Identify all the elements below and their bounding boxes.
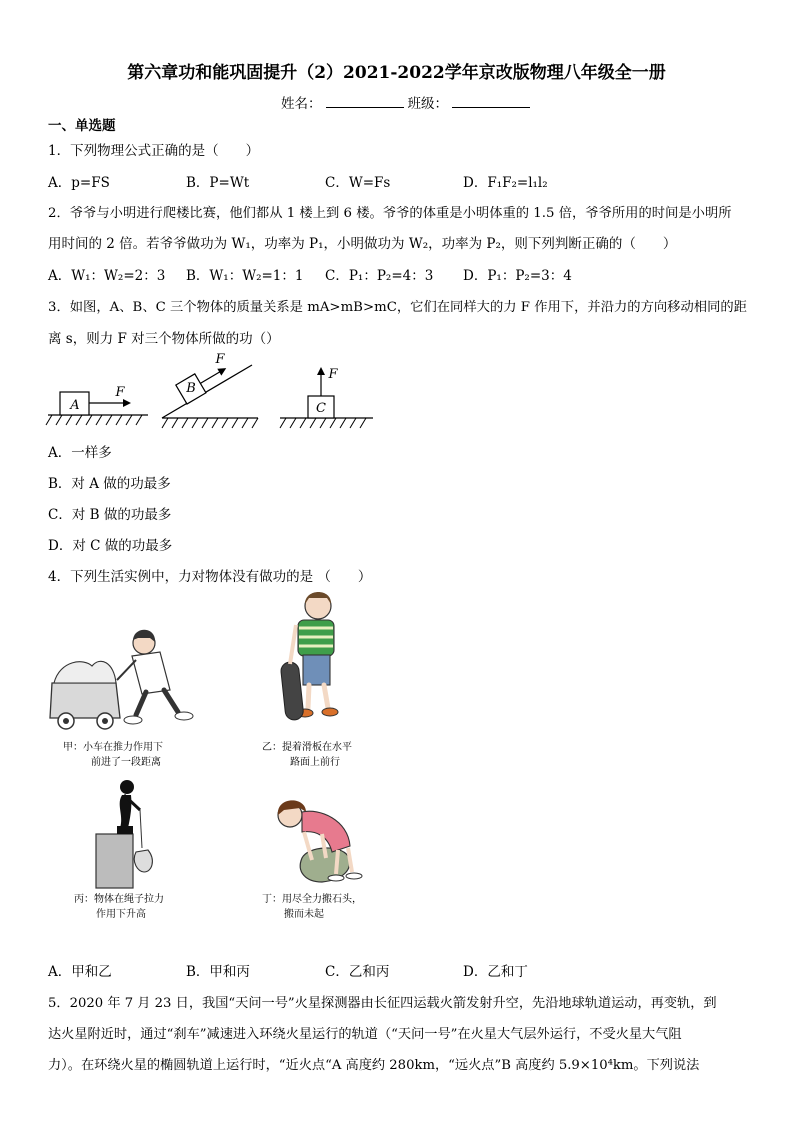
caption-bing: [74, 892, 164, 922]
q5-stem-line1: 5．2020 年 7 月 23 日，我国“天问一号”火星探测器由长征四运载火箭发射升空，先沿地球轨道运动，再变轨，到: [48, 996, 717, 1011]
section-heading: 一、单选题: [48, 118, 116, 134]
q2-stem-line2: 用时间的 2 倍。若爷爷做功为 W₁，功率为 P₁，小明做功为 W₂，功率为 P₂，则下列判断正确的（ ）: [48, 236, 677, 252]
caption-ding: [262, 892, 362, 922]
page-title: 第六章功和能巩固提升（2）2021-2022学年京改版物理八年级全一册: [127, 63, 666, 83]
label-b: B: [186, 381, 196, 396]
q3-option-a: A．一样多: [48, 445, 112, 461]
q3-stem-line1: 3．如图，A、B、C 三个物体的质量关系是 mA>mB>mC，它们在同样大的力 F 作用下，并沿力的方向移动相同的距: [48, 300, 747, 315]
label-b-force: F: [215, 352, 225, 367]
caption-ding-line1: 丁：用尽全力搬石头，: [262, 894, 362, 905]
q4-option-a: A．甲和乙: [48, 964, 112, 980]
q5-stem-line3: 力）。在环绕火星的椭圆轨道上运行时，“近火点“A 高度约 280km，“远火点”B 高度约 5.9×10⁴km。下列说法: [48, 1058, 700, 1073]
q1-option-d: D．F₁F₂=l₁l₂: [463, 175, 548, 191]
q3-option-b: B．对 A 做的功最多: [48, 476, 171, 492]
q2-stem-line1: 2．爷爷与小明进行爬楼比赛，他们都从 1 楼上到 6 楼。爷爷的体重是小明体重的 1.5 倍，爷爷所用的时间是小明所: [48, 206, 732, 221]
q4-option-b: B．甲和丙: [186, 964, 250, 980]
q3-stem-line2: 离 s，则力 F 对三个物体所做的功（）: [48, 331, 280, 347]
label-c: C: [316, 401, 326, 416]
q4-stem: 4．下列生活实例中，力对物体没有做功的是 （ ）: [48, 569, 372, 585]
q1-stem: 1．下列物理公式正确的是（ ）: [48, 143, 260, 159]
caption-jia: [63, 740, 163, 770]
caption-yi-line1: 乙：提着滑板在水平: [262, 742, 352, 753]
caption-ding-line2: 搬而未起: [284, 909, 324, 920]
girl-stone-illustration: [278, 800, 362, 882]
caption-jia-line2: 前进了一段距离: [91, 757, 161, 768]
caption-jia-line1: 甲：小车在推力作用下: [63, 742, 163, 753]
q1-option-c: C．W=Fs: [325, 175, 391, 191]
rope-lifting-illustration: [96, 780, 152, 888]
name-label: 姓名：: [281, 96, 322, 112]
q4-option-d: D．乙和丁: [463, 964, 528, 980]
label-c-force: F: [328, 367, 338, 382]
class-label: 班级：: [407, 96, 448, 112]
q5-stem-line2: 达火星附近时，通过“刹车”减速进入环绕火星运行的轨道（“天问一号”在火星大气层外运行，不受火星大气阻: [48, 1027, 682, 1042]
q2-option-c: C．P₁：P₂=4：3: [325, 268, 434, 284]
q1-option-b: B．P=Wt: [186, 175, 250, 191]
q4-option-c: C．乙和丙: [325, 964, 390, 980]
caption-bing-line2: 作用下升高: [96, 909, 146, 920]
cart-pushing-illustration: [50, 630, 193, 729]
boy-skateboard-illustration: [280, 592, 338, 721]
q3-option-d: D．对 C 做的功最多: [48, 538, 173, 554]
q1-option-a: A．p=FS: [48, 175, 110, 191]
q2-option-d: D．P₁：P₂=3：4: [463, 268, 572, 284]
q3-option-c: C．对 B 做的功最多: [48, 507, 172, 523]
label-a-force: F: [115, 385, 125, 400]
q2-option-b: B．W₁：W₂=1：1: [186, 268, 304, 284]
caption-yi: [262, 740, 352, 770]
caption-bing-line1: 丙：物体在绳子拉力: [74, 894, 164, 905]
q2-option-a: A．W₁：W₂=2：3: [48, 268, 166, 284]
label-a: A: [70, 398, 80, 413]
caption-yi-line2: 路面上前行: [290, 757, 340, 768]
